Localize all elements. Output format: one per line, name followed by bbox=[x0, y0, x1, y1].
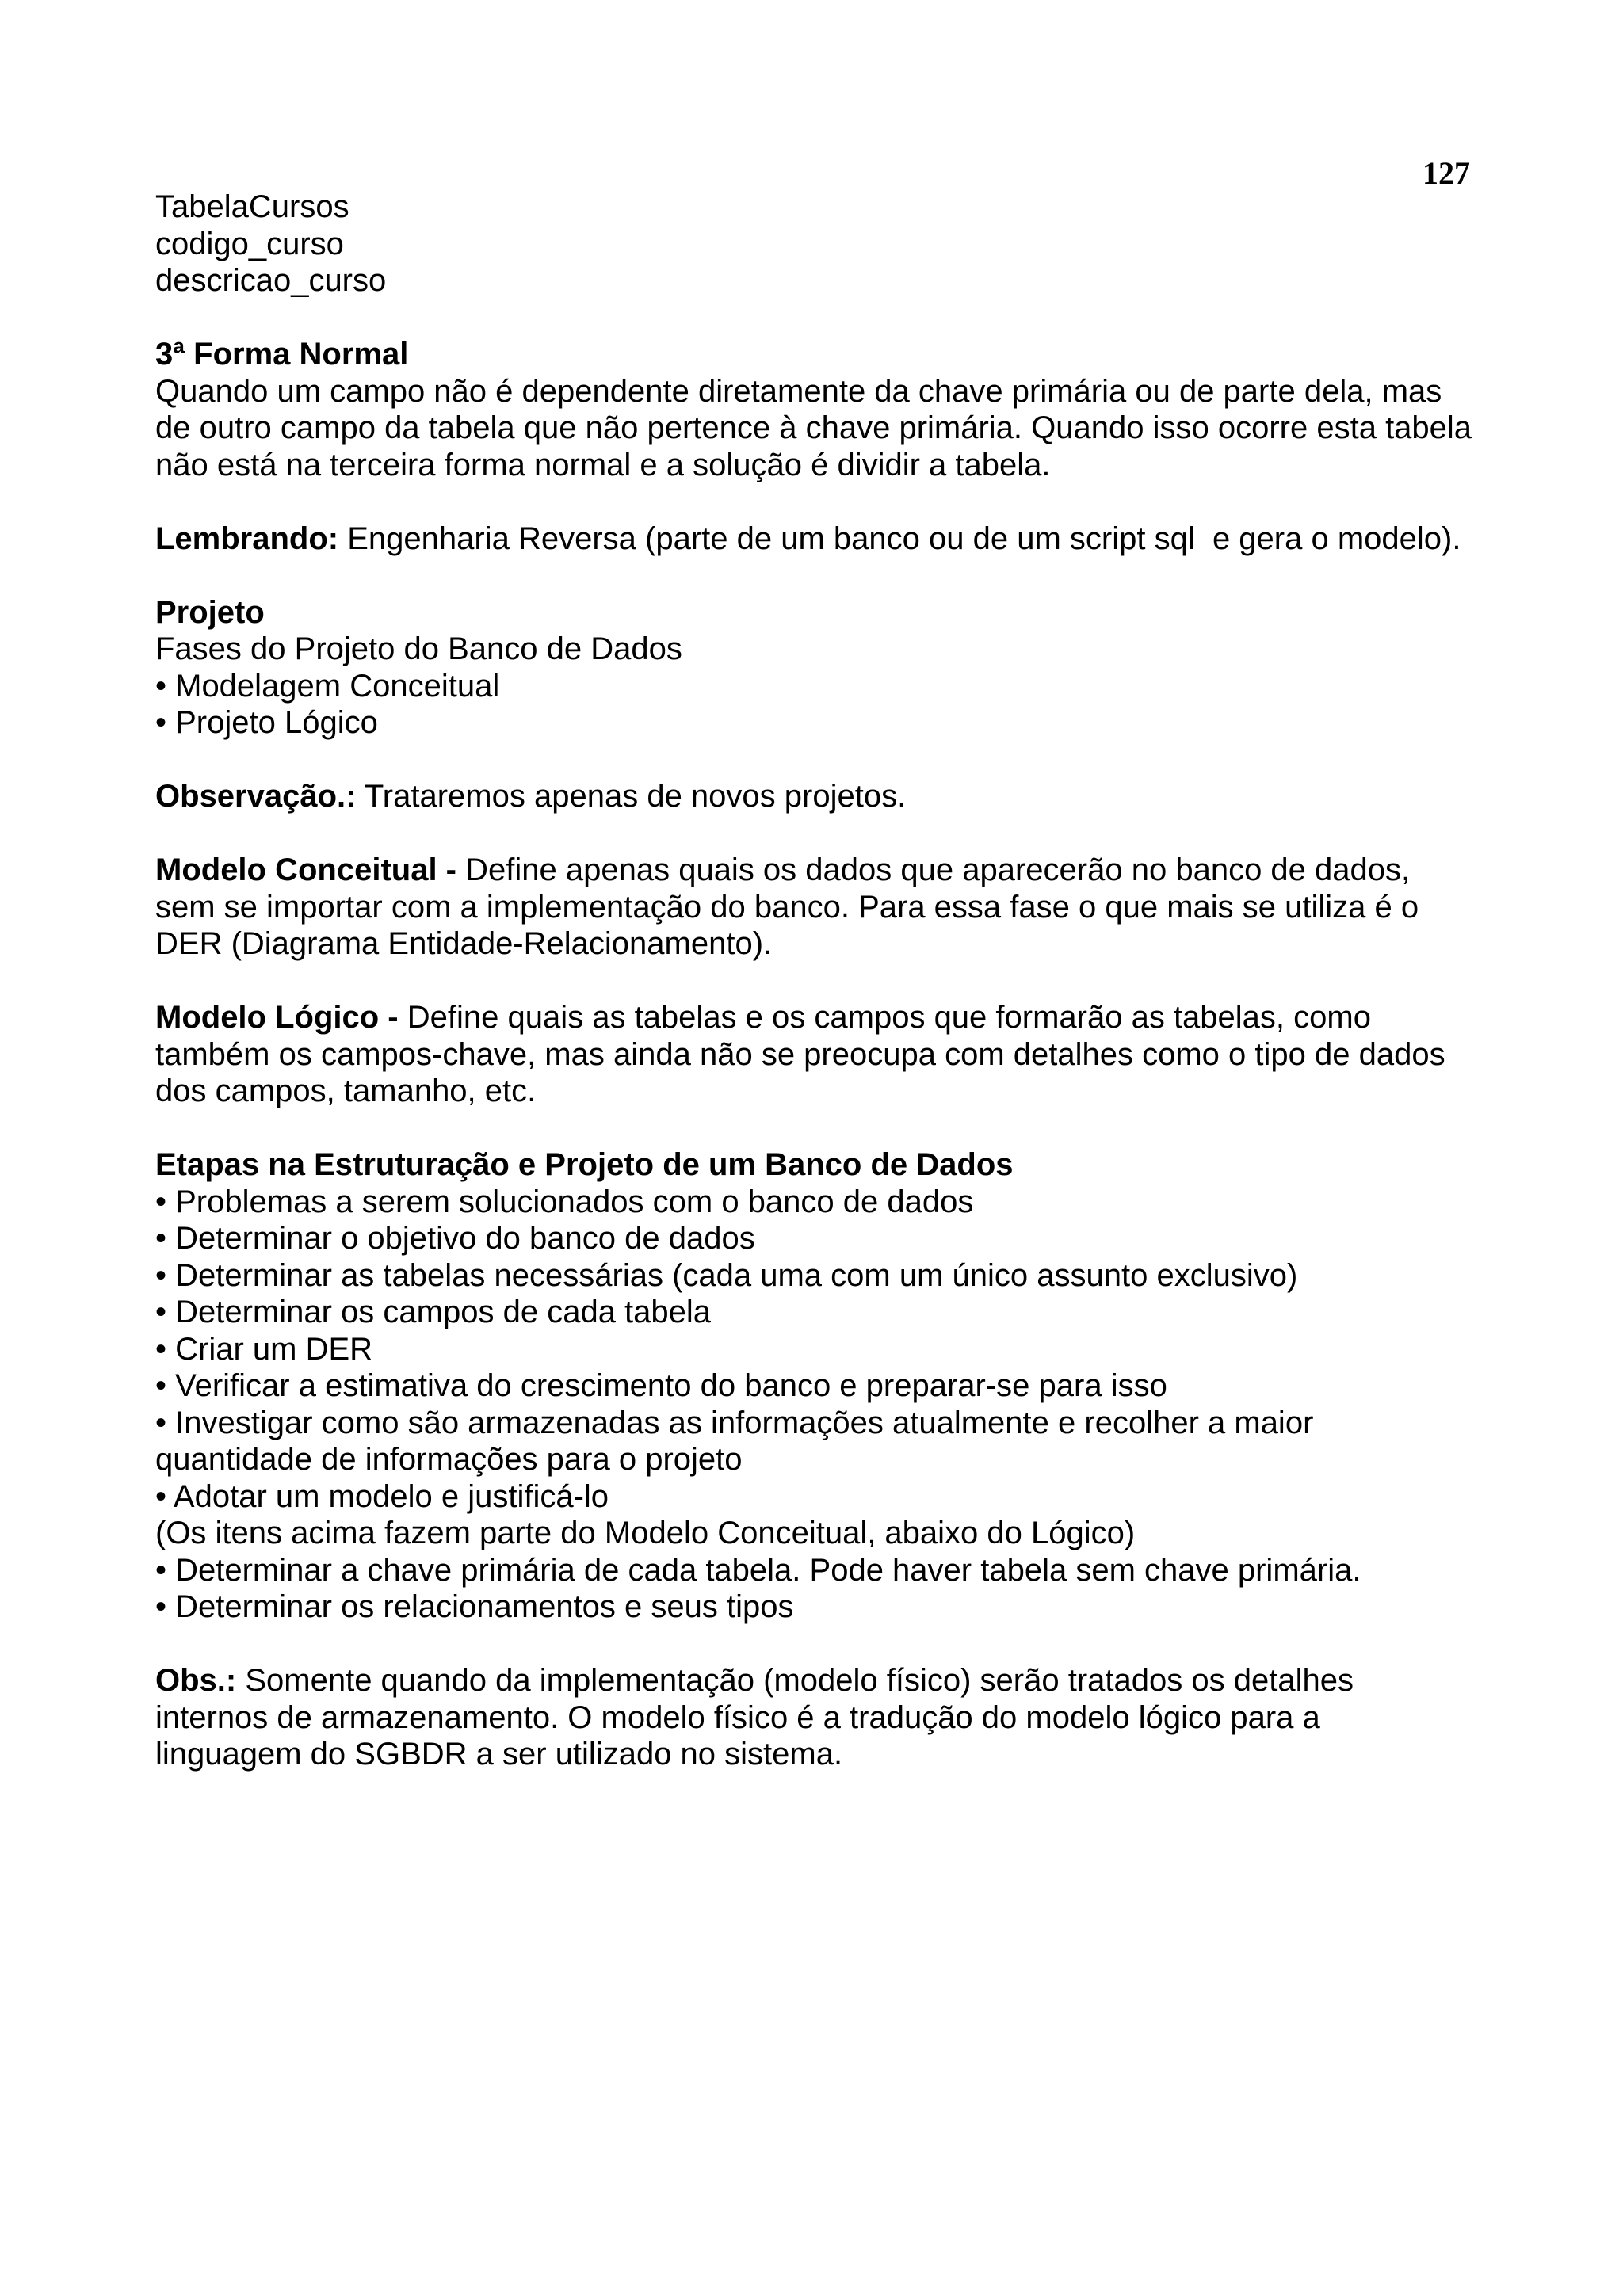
section-heading: 3ª Forma Normal bbox=[155, 337, 409, 372]
list-item: • Determinar o objetivo do banco de dados bbox=[155, 1221, 755, 1256]
observation-text: Trataremos apenas de novos projetos. bbox=[356, 779, 907, 814]
table-name: TabelaCursos bbox=[155, 189, 349, 224]
conceptual-model-label: Modelo Conceitual - bbox=[155, 852, 456, 887]
list-item: • Modelagem Conceitual bbox=[155, 668, 500, 704]
list-item: • Criar um DER bbox=[155, 1331, 373, 1367]
section-heading: Etapas na Estruturação e Projeto de um Banco de Dados bbox=[155, 1147, 1014, 1182]
conceptual-model-section bbox=[155, 852, 1550, 963]
obs-section bbox=[155, 1662, 1550, 1773]
list-note: (Os itens acima fazem parte do Modelo Conceitual, abaixo do Lógico) bbox=[155, 1516, 1136, 1550]
reminder-label: Lembrando: bbox=[155, 521, 339, 556]
paragraph-line: Define apenas quais os dados que aparecerão no banco de dados, bbox=[456, 852, 1411, 887]
table-field: codigo_curso bbox=[155, 226, 344, 261]
paragraph-line: Somente quando da implementação (modelo físico) serão tratados os detalhes bbox=[236, 1663, 1354, 1698]
list-item: • Adotar um modelo e justificá-lo bbox=[155, 1478, 609, 1514]
page-content bbox=[155, 189, 1550, 1773]
paragraph-line: Fases do Projeto do Banco de Dados bbox=[155, 631, 682, 666]
steps-section bbox=[155, 1146, 1550, 1626]
project-section bbox=[155, 594, 1550, 742]
paragraph-line: Quando um campo não é dependente diretamente da chave primária ou de parte dela, mas bbox=[155, 373, 1442, 409]
list-item: • Projeto Lógico bbox=[155, 705, 378, 740]
reminder-section bbox=[155, 521, 1550, 558]
list-item: • Verificar a estimativa do crescimento do banco e preparar-se para isso bbox=[155, 1368, 1167, 1403]
list-item: • Investigar como são armazenadas as informações atualmente e recolher a maior bbox=[155, 1405, 1314, 1440]
paragraph-line: linguagem do SGBDR a ser utilizado no sistema. bbox=[155, 1737, 843, 1772]
logical-model-label: Modelo Lógico - bbox=[155, 1000, 399, 1035]
list-item: • Problemas a serem solucionados com o banco de dados bbox=[155, 1184, 974, 1219]
paragraph-line: internos de armazenamento. O modelo físico é a tradução do modelo lógico para a bbox=[155, 1699, 1320, 1735]
table-block bbox=[155, 189, 1550, 299]
observation-label: Observação.: bbox=[155, 779, 357, 814]
list-item: • Determinar os campos de cada tabela bbox=[155, 1295, 712, 1329]
paragraph-line: também os campos-chave, mas ainda não se preocupa com detalhes como o tipo de dados bbox=[155, 1036, 1445, 1072]
observation-section bbox=[155, 778, 1550, 815]
list-item: • Determinar a chave primária de cada tabela. Pode haver tabela sem chave primária. bbox=[155, 1552, 1361, 1588]
logical-model-section bbox=[155, 999, 1550, 1110]
paragraph-line: Define quais as tabelas e os campos que formarão as tabelas, como bbox=[398, 1000, 1371, 1035]
paragraph-line: DER (Diagrama Entidade-Relacionamento). bbox=[155, 926, 773, 961]
list-item: • Determinar os relacionamentos e seus tipos bbox=[155, 1589, 794, 1624]
section-heading: Projeto bbox=[155, 594, 265, 630]
obs-label: Obs.: bbox=[155, 1663, 237, 1698]
paragraph-line: sem se importar com a implementação do banco. Para essa fase o que mais se utiliza é o bbox=[155, 889, 1419, 925]
table-field: descricao_curso bbox=[155, 263, 387, 298]
paragraph-line: de outro campo da tabela que não pertence à chave primária. Quando isso ocorre esta tabela bbox=[155, 410, 1472, 445]
page-number: 127 bbox=[1423, 155, 1470, 191]
third-normal-form-section bbox=[155, 336, 1550, 483]
paragraph-line: dos campos, tamanho, etc. bbox=[155, 1074, 537, 1108]
reminder-text: Engenharia Reversa (parte de um banco ou de um script sql e gera o modelo). bbox=[338, 521, 1461, 556]
list-item: quantidade de informações para o projeto bbox=[155, 1442, 743, 1477]
list-item: • Determinar as tabelas necessárias (cada uma com um único assunto exclusivo) bbox=[155, 1257, 1298, 1293]
paragraph-line: não está na terceira forma normal e a solução é dividir a tabela. bbox=[155, 447, 1051, 482]
